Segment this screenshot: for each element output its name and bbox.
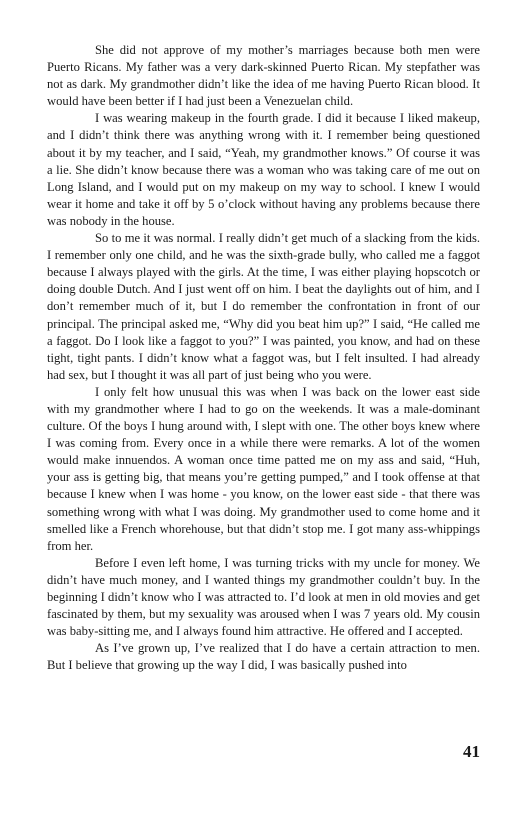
paragraph: So to me it was normal. I really didn’t get much of a slacking from the kids. I remember only one child, and he was the sixth-grade bully, who called me a faggot because I always played with the girls. At the time, I was either playing hopscotch or doing double Dutch. And I just went off on him. I beat the daylights out of him, and I don’t remember much of it, but I do remember the confrontation in front of our principal. The principal asked me, “Why did you beat him up?” I said, “He called me a faggot. Do I look like a faggot to you?” I was painted, you know, and had on these tight, tight pants. I didn’t know what a faggot was, but I felt insulted. I had already had sex, but I thought it was all part of just being who you were. [47, 231, 480, 382]
paragraph: She did not approve of my mother’s marriages because both men were Puerto Ricans. My father was a very dark-skinned Puerto Rican. My stepfather was not as dark. My grandmother didn’t like the idea of me having Puerto Rican blood. It would have been better if I had just been a Venezuelan child. [47, 43, 480, 109]
page-number: 41 [463, 742, 480, 761]
page-body [47, 42, 480, 674]
paragraph: I was wearing makeup in the fourth grade. I did it because I liked makeup, and I didn’t think there was anything wrong with it. I remember being questioned about it by my teacher, and I said, “Yeah, my grandmother knows.” Of course it was a lie. She didn’t know because there was a woman who was taking care of me out on Long Island, and I would put on my makeup on my way to school. I knew I would wear it home and take it off by 5 o’clock without having any problems because there was nobody in the house. [47, 111, 480, 228]
paragraph: I only felt how unusual this was when I was back on the lower east side with my grandmother where I had to go on the weekends. It was a male-dominant culture. Of the boys I hung around with, I slept with one. The other boys knew where I was coming from. Every once in a while there were remarks. A lot of the women would make innuendos. A woman once time patted me on my ass and said, “Huh, your ass is getting big, that means you’re getting pumped,” and I took offense at that because I knew when I was home - you know, on the lower east side - that there was something wrong with what I was doing. My grandmother used to come home and it smelled like a French whorehouse, but that didn’t stop me. I got many ass-whippings from her. [47, 384, 480, 553]
paragraph: Before I even left home, I was turning tricks with my uncle for money. We didn’t have much money, and I wanted things my grandmother couldn’t buy. In the beginning I didn’t know who I was attracted to. I’d look at men in old movies and get fascinated by them, but my sexuality was aroused when I was 7 years old. My cousin was baby-sitting me, and I always found him attractive. He offered and I accepted. [47, 555, 480, 639]
paragraph: As I’ve grown up, I’ve realized that I do have a certain attraction to men. But I believe that growing up the way I did, I was basically pushed into [47, 641, 480, 673]
